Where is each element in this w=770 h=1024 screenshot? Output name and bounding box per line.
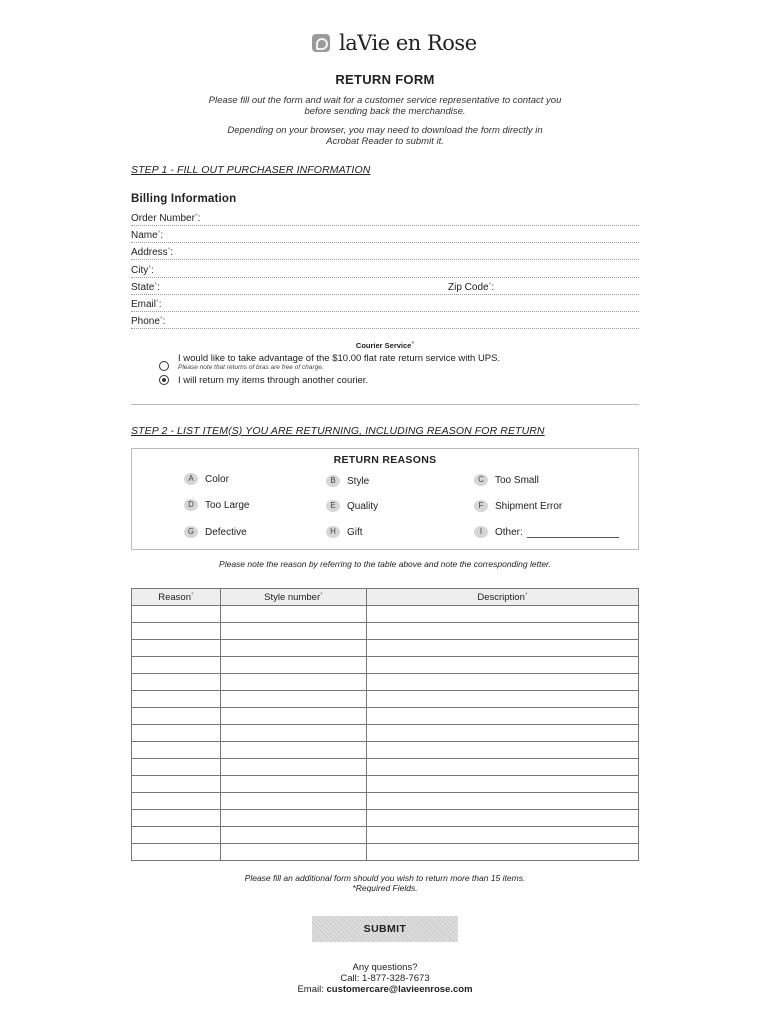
style-number-cell[interactable] — [221, 708, 367, 725]
phone-row — [131, 311, 639, 329]
reason-item: H Gift — [326, 526, 363, 538]
reason-cell[interactable] — [132, 793, 221, 810]
reason-letter-badge: D — [184, 499, 198, 511]
reason-cell[interactable] — [132, 810, 221, 827]
description-column-header: Description* — [367, 589, 639, 606]
bras-free-note: Please note that returns of bras are free of charge. — [178, 364, 324, 371]
contact-phone: Call: 1-877-328-7673 — [340, 973, 430, 984]
reason-item: G Defective — [184, 526, 247, 538]
description-cell[interactable] — [367, 844, 639, 861]
step1-heading: STEP 1 - FILL OUT PURCHASER INFORMATION — [131, 164, 371, 176]
table-row — [132, 793, 639, 810]
address-label: Address*: — [131, 247, 174, 258]
table-row — [132, 827, 639, 844]
address-row — [131, 242, 639, 260]
reason-cell[interactable] — [132, 640, 221, 657]
intro-paragraph-1: Please fill out the form and wait for a customer service representative to contact you before sending back the merchandise. — [208, 95, 562, 117]
style-number-cell[interactable] — [221, 725, 367, 742]
other-reason-line[interactable] — [527, 527, 619, 538]
description-cell[interactable] — [367, 827, 639, 844]
style-number-cell[interactable] — [221, 844, 367, 861]
table-row — [132, 810, 639, 827]
style-number-cell[interactable] — [221, 793, 367, 810]
reason-letter-badge: B — [326, 475, 340, 487]
return-items-table — [131, 588, 639, 861]
table-row — [132, 674, 639, 691]
reason-cell[interactable] — [132, 606, 221, 623]
style-number-cell[interactable] — [221, 759, 367, 776]
order-number-label: Order Number*: — [131, 213, 201, 224]
reason-letter-badge: G — [184, 526, 198, 538]
style-number-column-header: Style number* — [221, 589, 367, 606]
reason-cell[interactable] — [132, 674, 221, 691]
reason-item: E Quality — [326, 500, 378, 512]
ups-option-label: I would like to take advantage of the $10.00 flat rate return service with UPS. — [178, 353, 501, 364]
reason-letter-badge: H — [326, 526, 340, 538]
order-number-row — [131, 208, 639, 226]
table-row — [132, 623, 639, 640]
reason-cell[interactable] — [132, 657, 221, 674]
reason-cell[interactable] — [132, 827, 221, 844]
reason-column-header: Reason* — [132, 589, 221, 606]
reason-cell[interactable] — [132, 844, 221, 861]
ups-option-radio[interactable] — [159, 361, 169, 371]
name-input[interactable] — [175, 229, 637, 242]
description-cell[interactable] — [367, 657, 639, 674]
description-cell[interactable] — [367, 742, 639, 759]
table-header-row — [132, 589, 639, 606]
reason-letter-badge: F — [474, 500, 488, 512]
description-cell[interactable] — [367, 606, 639, 623]
rose-logo-icon — [312, 34, 330, 52]
city-input[interactable] — [165, 264, 637, 277]
style-number-cell[interactable] — [221, 623, 367, 640]
phone-input[interactable] — [177, 315, 637, 328]
email-row — [131, 294, 639, 312]
style-number-cell[interactable] — [221, 742, 367, 759]
contact-email-link[interactable]: customercare@lavieenrose.com — [326, 984, 473, 995]
additional-form-note: Please fill an additional form should you wish to return more than 15 items. — [244, 873, 526, 883]
city-row — [131, 260, 639, 278]
table-row — [132, 657, 639, 674]
reason-item: I Other: — [474, 526, 619, 538]
reason-item: B Style — [326, 475, 369, 487]
description-cell[interactable] — [367, 810, 639, 827]
city-label: City*: — [131, 265, 154, 276]
reason-letter-badge: E — [326, 500, 340, 512]
table-row — [132, 759, 639, 776]
reason-letter-badge: I — [474, 526, 488, 538]
return-reasons-title: RETURN REASONS — [333, 454, 437, 466]
reason-cell[interactable] — [132, 776, 221, 793]
phone-label: Phone*: — [131, 316, 166, 327]
required-fields-note: *Required Fields. — [352, 883, 418, 893]
description-cell[interactable] — [367, 623, 639, 640]
description-cell[interactable] — [367, 640, 639, 657]
style-number-cell[interactable] — [221, 674, 367, 691]
description-cell[interactable] — [367, 776, 639, 793]
reason-item: F Shipment Error — [474, 500, 562, 512]
style-number-cell[interactable] — [221, 776, 367, 793]
reason-cell[interactable] — [132, 623, 221, 640]
reason-item: A Color — [184, 473, 229, 485]
reason-cell[interactable] — [132, 708, 221, 725]
name-label: Name*: — [131, 230, 164, 241]
address-input[interactable] — [187, 246, 637, 259]
style-number-cell[interactable] — [221, 691, 367, 708]
description-cell[interactable] — [367, 691, 639, 708]
style-number-cell[interactable] — [221, 657, 367, 674]
name-row — [131, 225, 639, 243]
table-row — [132, 640, 639, 657]
contact-question: Any questions? — [352, 962, 418, 973]
courier-service-title: Courier Service* — [355, 341, 415, 350]
zip-input[interactable] — [511, 281, 637, 294]
reason-item: C Too Small — [474, 474, 539, 486]
table-row — [132, 606, 639, 623]
brand-logo — [312, 31, 477, 55]
reason-cell[interactable] — [132, 691, 221, 708]
step2-heading: STEP 2 - LIST ITEM(S) YOU ARE RETURNING, INCLUDING REASON FOR RETURN — [131, 425, 545, 437]
reason-letter-badge: C — [474, 474, 488, 486]
other-courier-label: I will return my items through another courier. — [178, 375, 369, 386]
style-number-cell[interactable] — [221, 810, 367, 827]
brand-name: laVie en Rose — [339, 31, 477, 55]
state-zip-row — [131, 277, 639, 295]
table-row — [132, 725, 639, 742]
order-number-input[interactable] — [223, 212, 637, 225]
description-cell[interactable] — [367, 759, 639, 776]
items-table-body — [132, 606, 639, 861]
table-row — [132, 776, 639, 793]
state-label: State*: — [131, 282, 160, 293]
email-label: Email*: — [131, 299, 162, 310]
email-input[interactable] — [173, 298, 637, 311]
reference-note: Please note the reason by referring to the table above and note the corresponding letter. — [219, 559, 551, 569]
page-title: RETURN FORM — [335, 72, 435, 87]
reason-cell[interactable] — [132, 725, 221, 742]
reason-item: D Too Large — [184, 499, 249, 511]
table-row — [132, 742, 639, 759]
description-cell[interactable] — [367, 725, 639, 742]
reason-letter-badge: A — [184, 473, 198, 485]
table-row — [132, 708, 639, 725]
reason-cell[interactable] — [132, 759, 221, 776]
style-number-cell[interactable] — [221, 606, 367, 623]
other-courier-radio[interactable] — [159, 375, 169, 385]
reason-cell[interactable] — [132, 742, 221, 759]
billing-heading: Billing Information — [131, 193, 237, 205]
description-cell[interactable] — [367, 674, 639, 691]
submit-button[interactable]: SUBMIT — [312, 916, 458, 942]
style-number-cell[interactable] — [221, 640, 367, 657]
table-row — [132, 844, 639, 861]
intro-paragraph-2: Depending on your browser, you may need to download the form directly in Acrobat Reader to submit it. — [227, 125, 543, 147]
style-number-cell[interactable] — [221, 827, 367, 844]
section-divider — [131, 404, 639, 405]
contact-email-line: Email: customercare@lavieenrose.com — [297, 984, 473, 995]
description-cell[interactable] — [367, 708, 639, 725]
zip-label: Zip Code*: — [448, 282, 495, 293]
table-row — [132, 691, 639, 708]
state-input[interactable] — [171, 281, 441, 294]
description-cell[interactable] — [367, 793, 639, 810]
